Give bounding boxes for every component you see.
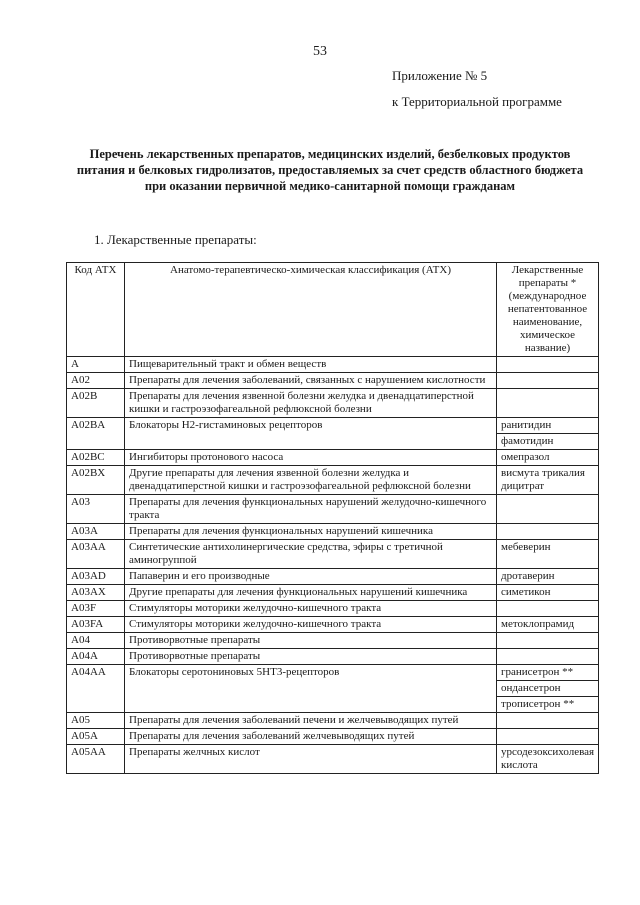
drug-name: мебеверин [501, 541, 551, 553]
atx-code: A02B [67, 389, 125, 418]
atx-classification: Препараты для лечения заболеваний, связанных с нарушением кислотности [125, 373, 497, 389]
appendix-subtitle: к Территориальной программе [392, 94, 562, 109]
table-row [67, 466, 599, 495]
drug-list [497, 418, 599, 450]
atx-classification: Противорвотные препараты [125, 649, 497, 665]
atx-code: A03AA [67, 540, 125, 569]
atx-classification: Блокаторы серотониновых 5НТ3-рецепторов [125, 665, 497, 713]
atx-classification: Синтетические антихолинергические средства, эфиры с третичной аминогруппой [125, 540, 497, 569]
table-row [67, 617, 599, 633]
table-body [67, 357, 599, 774]
table-row [67, 729, 599, 745]
atx-code: A03 [67, 495, 125, 524]
table-row [67, 418, 599, 450]
atx-classification: Пищеварительный тракт и обмен веществ [125, 357, 497, 373]
atx-code: A03FA [67, 617, 125, 633]
drug-list [497, 729, 599, 745]
section-heading: 1. Лекарственные препараты: [94, 232, 257, 247]
page-number: 53 [313, 44, 327, 59]
table-row [67, 389, 599, 418]
header-drugs: Лекарственные препараты * (международное непатентованное наименование, химическое название) [497, 263, 599, 357]
header-classification: Анатомо-терапевтическо-химическая классификация (АТХ) [125, 263, 497, 357]
atx-classification: Другие препараты для лечения язвенной болезни желудка и двенадцатиперстной кишки и гастроэзофагеальной рефлюксной болезни [125, 466, 497, 495]
table-row [67, 585, 599, 601]
atx-classification: Блокаторы Н2-гистаминовых рецепторов [125, 418, 497, 450]
atx-classification: Папаверин и его производные [125, 569, 497, 585]
atx-code: A03AD [67, 569, 125, 585]
document-title: Перечень лекарственных препаратов, медицинских изделий, безбелковых продуктов питания и белковых гидролизатов, предоставляемых за счет средств областного бюджета при оказании первичной медико-санитарной помощи гражданам [76, 147, 584, 193]
drug-list [497, 665, 599, 713]
atx-code: A02BC [67, 450, 125, 466]
drug-name: метоклопрамид [501, 618, 575, 630]
drug-list [497, 540, 599, 569]
atx-code: A02 [67, 373, 125, 389]
atx-classification: Стимуляторы моторики желудочно-кишечного тракта [125, 601, 497, 617]
atx-code: A02BA [67, 418, 125, 450]
drug-name: ондансетрон [497, 680, 598, 696]
table-row [67, 745, 599, 774]
atx-classification: Другие препараты для лечения функциональных нарушений кишечника [125, 585, 497, 601]
table-row [67, 495, 599, 524]
drug-list [497, 495, 599, 524]
atx-code: A03A [67, 524, 125, 540]
drug-name: дротаверин [501, 570, 555, 582]
drug-name: омепразол [501, 451, 550, 463]
atx-code: A05 [67, 713, 125, 729]
drug-name: фамотидин [497, 433, 598, 449]
drug-list [497, 633, 599, 649]
header-code: Код АТХ [67, 263, 125, 357]
drug-name: симетикон [501, 586, 551, 598]
atx-classification: Стимуляторы моторики желудочно-кишечного тракта [125, 617, 497, 633]
atx-classification: Препараты для лечения функциональных нарушений кишечника [125, 524, 497, 540]
appendix-label: Приложение № 5 [392, 68, 488, 83]
atx-code: A03F [67, 601, 125, 617]
atx-code: A05A [67, 729, 125, 745]
atx-classification: Препараты для лечения функциональных нарушений желудочно-кишечного тракта [125, 495, 497, 524]
drug-list [497, 601, 599, 617]
table-row [67, 665, 599, 713]
drug-list [497, 649, 599, 665]
drug-list [497, 617, 599, 633]
atx-code: A05AA [67, 745, 125, 774]
drug-list [497, 585, 599, 601]
table-row [67, 713, 599, 729]
drug-list [497, 466, 599, 495]
drug-name: трописетрон ** [497, 696, 598, 712]
table-row [67, 357, 599, 373]
table-row [67, 540, 599, 569]
drug-name: урсодезоксихолевая кислота [501, 746, 595, 771]
atx-classification: Препараты для лечения язвенной болезни желудка и двенадцатиперстной кишки и гастроэзофагеальной рефлюксной болезни [125, 389, 497, 418]
table-row [67, 649, 599, 665]
table-header-row [67, 263, 599, 357]
table-row [67, 450, 599, 466]
table-row [67, 569, 599, 585]
atx-classification: Противорвотные препараты [125, 633, 497, 649]
drug-name: гранисетрон ** [501, 666, 574, 678]
drug-list [497, 373, 599, 389]
table-row [67, 601, 599, 617]
atx-code: A [67, 357, 125, 373]
drug-list [497, 450, 599, 466]
atx-code: A02BX [67, 466, 125, 495]
atx-table [66, 262, 599, 774]
table-row [67, 373, 599, 389]
atx-code: A04AA [67, 665, 125, 713]
drug-list [497, 357, 599, 373]
atx-classification: Препараты для лечения заболеваний печени и желчевыводящих путей [125, 713, 497, 729]
table-row [67, 524, 599, 540]
drug-list [497, 569, 599, 585]
drug-list [497, 524, 599, 540]
drug-list [497, 745, 599, 774]
drug-name: ранитидин [501, 419, 552, 431]
atx-classification: Ингибиторы протонового насоса [125, 450, 497, 466]
drug-name: висмута трикалия дицитрат [501, 467, 585, 492]
drug-list [497, 713, 599, 729]
drug-list [497, 389, 599, 418]
atx-code: A04 [67, 633, 125, 649]
atx-code: A03AX [67, 585, 125, 601]
atx-classification: Препараты желчных кислот [125, 745, 497, 774]
atx-classification: Препараты для лечения заболеваний желчевыводящих путей [125, 729, 497, 745]
atx-code: A04A [67, 649, 125, 665]
table-row [67, 633, 599, 649]
